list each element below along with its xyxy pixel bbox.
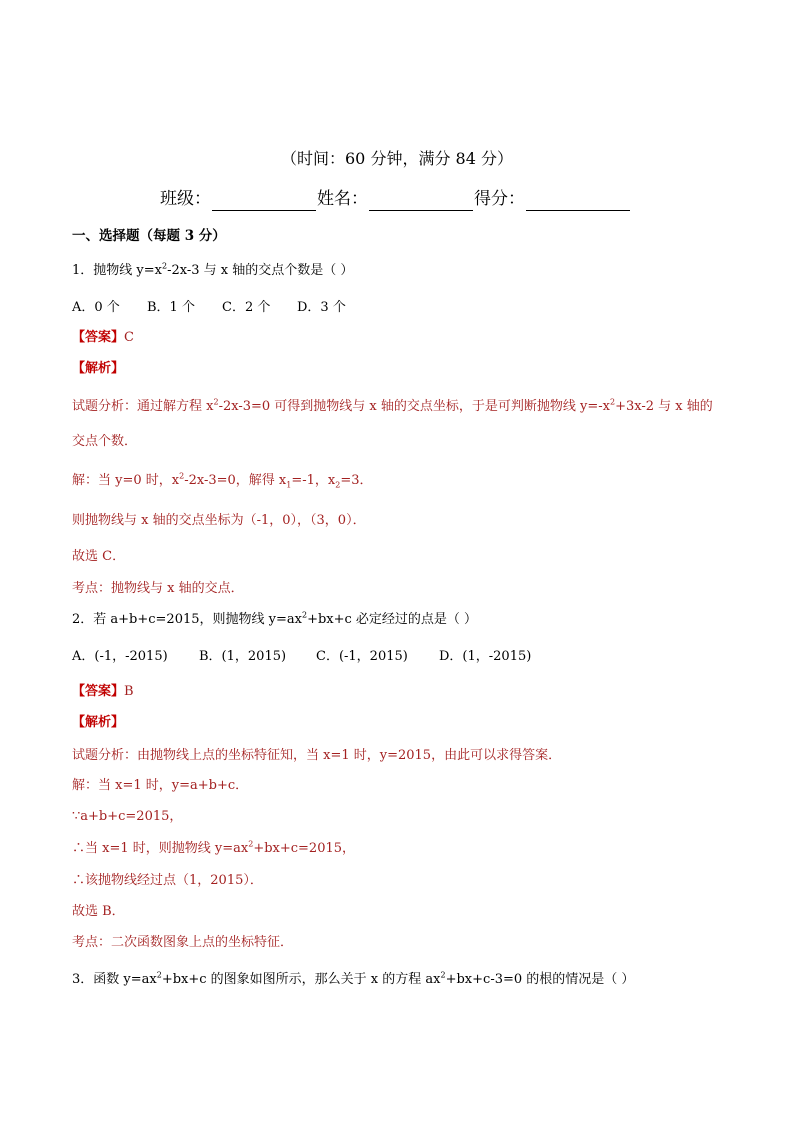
q1-solution-line2: 则抛物线与 x 轴的交点坐标为（-1，0），（3，0）． [72, 513, 366, 528]
q2-point: 考点：二次函数图象上点的坐标特征． [72, 935, 294, 950]
q2-option-b[interactable]: B．(1，2015) [199, 649, 287, 664]
q2-solution-line2: ∵a+b+c=2015， [72, 809, 183, 824]
class-label: 班级： [160, 189, 211, 209]
q1-solution-line3: 故选 C． [72, 549, 126, 564]
time-note: （时间：60 分钟，满分 84 分） [281, 149, 513, 168]
q2-option-a[interactable]: A．(-1，-2015) [72, 649, 168, 664]
q1-option-b[interactable]: B．1 个 [147, 300, 195, 315]
q2-solution-line4: ∴该抛物线经过点（1，2015）． [72, 873, 263, 888]
q3-stem: 3．函数 $y=ax^2+bx+c$ 的图象如图所示，那么关于 x 的方程 $ax^2+bx+c-3=0$ 的根的情况是（ ） [72, 970, 635, 987]
q1-stem: 1．抛物线 $y=x^2-2x-3$ 与 x 轴的交点个数是（ ） [72, 261, 354, 278]
q1-analysis-line2: 交点个数． [72, 434, 138, 449]
student-info-row [160, 187, 631, 211]
q2-option-c[interactable]: C．(-1，2015) [316, 649, 408, 664]
q1-analysis-line1: 试题分析：通过解方程 $x^2-2x-3=0$ 可得到抛物线与 x 轴的交点坐标，于是可判断抛物线 $y=-x^2+3x-2$ 与 x 轴的 [72, 397, 713, 414]
score-blank[interactable] [526, 190, 630, 211]
q1-analysis-tag: 【解析】 [72, 361, 125, 376]
q2-stem: 2．若 a+b+c=2015，则抛物线 $y=ax^2+bx+c$ 必定经过的点是（ ） [72, 610, 478, 627]
q2-analysis-line1: 试题分析：由抛物线上点的坐标特征知，当 x=1 时，y=2015，由此可以求得答案． [72, 748, 562, 763]
class-blank[interactable] [212, 190, 316, 211]
q1-options [72, 299, 346, 317]
q2-solution-line5: 故选 B． [72, 904, 125, 919]
q1-option-d[interactable]: D．3 个 [297, 300, 346, 315]
name-blank[interactable] [369, 190, 473, 211]
q1-option-c[interactable]: C．2 个 [222, 300, 271, 315]
name-label: 姓名： [317, 189, 368, 209]
q2-analysis-tag: 【解析】 [72, 715, 125, 730]
score-label: 得分： [474, 189, 525, 209]
section-title: 一、选择题（每题 3 分） [72, 228, 226, 244]
q1-option-a[interactable]: A．0 个 [72, 300, 120, 315]
q1-answer: 【答案】C [72, 330, 134, 345]
q2-solution-line1: 解：当 x=1 时，y=a+b+c． [72, 778, 249, 793]
q2-solution-line3: ∴当 x=1 时，则抛物线 $y=ax^2+bx+c=2015$， [72, 839, 356, 856]
q1-solution-line1: 解：当 y=0 时，$x^2-2x-3=0$，解得 $x_1=-1$，$x_2=3$． [72, 471, 373, 490]
q2-option-d[interactable]: D．(1，-2015) [439, 649, 532, 664]
q2-answer: 【答案】B [72, 684, 134, 699]
q2-options [72, 648, 531, 666]
q1-point: 考点：抛物线与 x 轴的交点． [72, 581, 244, 596]
